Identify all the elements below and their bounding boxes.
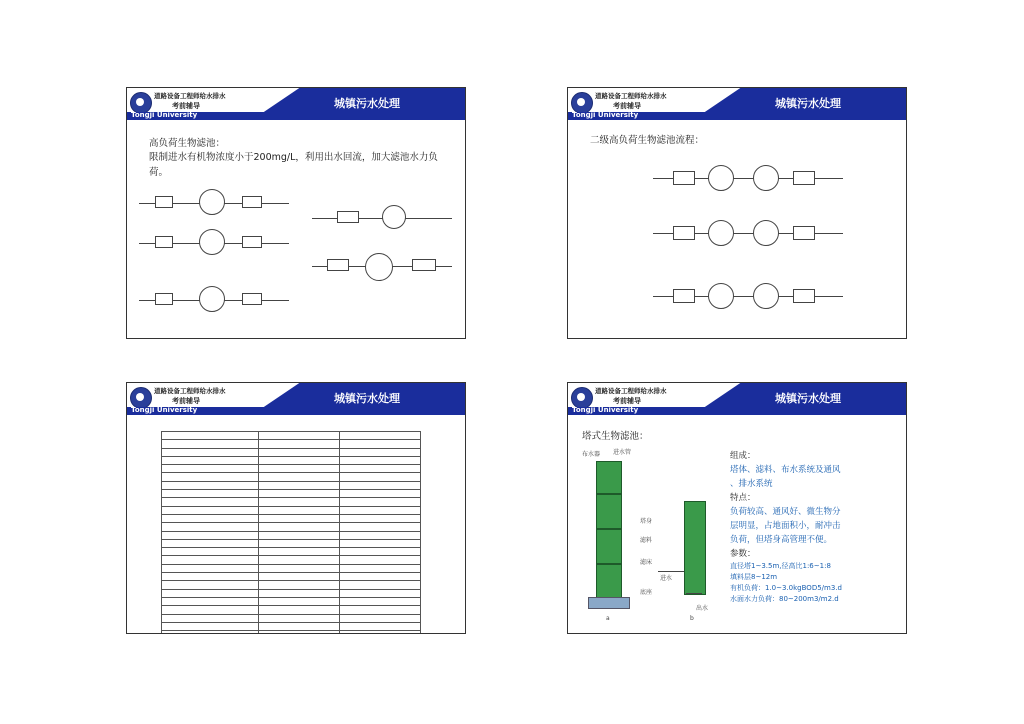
university-name: Tongji University: [131, 111, 198, 119]
school-line: 道路设备工程师给水排水: [154, 92, 226, 100]
slide-2: [567, 87, 907, 339]
note-line: 组成：: [730, 451, 756, 461]
table-row: [162, 440, 421, 448]
slide-title: 城镇污水处理: [334, 392, 400, 405]
table-row: [162, 548, 421, 556]
slide-header: [568, 88, 906, 128]
note-line: 塔体、滤料、布水系统及通风: [730, 465, 841, 475]
table-row: [162, 539, 421, 547]
table-row: [162, 465, 421, 473]
slide-header: [568, 383, 906, 423]
slide-1: [126, 87, 466, 339]
table-row: [162, 589, 421, 597]
tower-body: [596, 461, 622, 599]
sub-line: 考前辅导: [172, 102, 200, 110]
school-line: 道路设备工程师给水排水: [154, 387, 226, 395]
table-row: [162, 573, 421, 581]
note-line: 、排水系统: [730, 479, 773, 489]
university-name: Tongji University: [572, 406, 639, 414]
university-name: Tongji University: [572, 111, 639, 119]
university-name: Tongji University: [131, 406, 198, 414]
note-line: 有机负荷：1.0~3.0kgBOD5/m3.d: [730, 584, 842, 592]
note-line: 特点：: [730, 493, 756, 503]
slide-4: 道路设备工程师给水排水 考前辅导 Tongji University 城镇污水处理 塔式生物滤池： 布水器 进水管 塔身 滤料 滤床 底座 a 进水 出水 b 组成： 塔体、滤料、布水系统及通风 、排水系统 特点： 负荷较高、通风好、微生物分 层明显，占地面积小，耐冲击 负荷，但塔身高管理不便。 参数： 直径塔1~3.5m,径高比1:6~1:8 填料层8~12m 有机负荷：1.0~3.0kgBOD5/m3.d 水面水力负荷：80~200m3/m2.d: [567, 382, 907, 634]
slide-3: [126, 382, 466, 634]
slide-header: [127, 88, 465, 128]
table-row: [162, 456, 421, 464]
table-row: [162, 597, 421, 605]
slide-title: 城镇污水处理: [775, 392, 841, 405]
school-line: 道路设备工程师给水排水: [595, 387, 667, 395]
slide-header: [127, 383, 465, 423]
slide-title: 城镇污水处理: [334, 97, 400, 110]
table-row: [162, 498, 421, 506]
table-row: [162, 581, 421, 589]
note-line: 参数：: [730, 549, 756, 559]
note-line: 负荷，但塔身高管理不便。: [730, 535, 833, 545]
table-row: [162, 556, 421, 564]
table-row: [162, 448, 421, 456]
table-row: [162, 564, 421, 572]
school-line: 道路设备工程师给水排水: [595, 92, 667, 100]
table-row: [162, 506, 421, 514]
slide1-body: 限制进水有机物浓度小于200mg/L，利用出水回流，加大滤池水力负荷。: [149, 152, 438, 178]
table-row: [162, 531, 421, 539]
table-row: [162, 481, 421, 489]
slide4-heading: 塔式生物滤池：: [582, 431, 649, 442]
slide1-heading: 高负荷生物滤池：: [149, 138, 226, 149]
table-row: [162, 514, 421, 522]
table-row: [162, 432, 421, 440]
sub-line: 考前辅导: [613, 397, 641, 405]
table-row: [162, 606, 421, 614]
note-line: 填料层8~12m: [730, 573, 778, 581]
comparison-table: [161, 431, 421, 634]
sub-line: 考前辅导: [613, 102, 641, 110]
table-row: [162, 631, 421, 634]
note-line: 层明显，占地面积小，耐冲击: [730, 521, 841, 531]
table-row: [162, 614, 421, 622]
tower-base: [588, 597, 630, 609]
slide-title: 城镇污水处理: [775, 97, 841, 110]
tower-filter-notes: [730, 449, 905, 605]
table-row: [162, 473, 421, 481]
note-line: 负荷较高、通风好、微生物分: [730, 507, 841, 517]
note-line: 直径塔1~3.5m,径高比1:6~1:8: [730, 562, 831, 570]
note-line: 水面水力负荷：80~200m3/m2.d: [730, 595, 839, 603]
table-row: [162, 523, 421, 531]
table-row: [162, 490, 421, 498]
table-row: [162, 622, 421, 630]
sub-line: 考前辅导: [172, 397, 200, 405]
slide2-heading: 二级高负荷生物滤池流程：: [590, 135, 705, 146]
